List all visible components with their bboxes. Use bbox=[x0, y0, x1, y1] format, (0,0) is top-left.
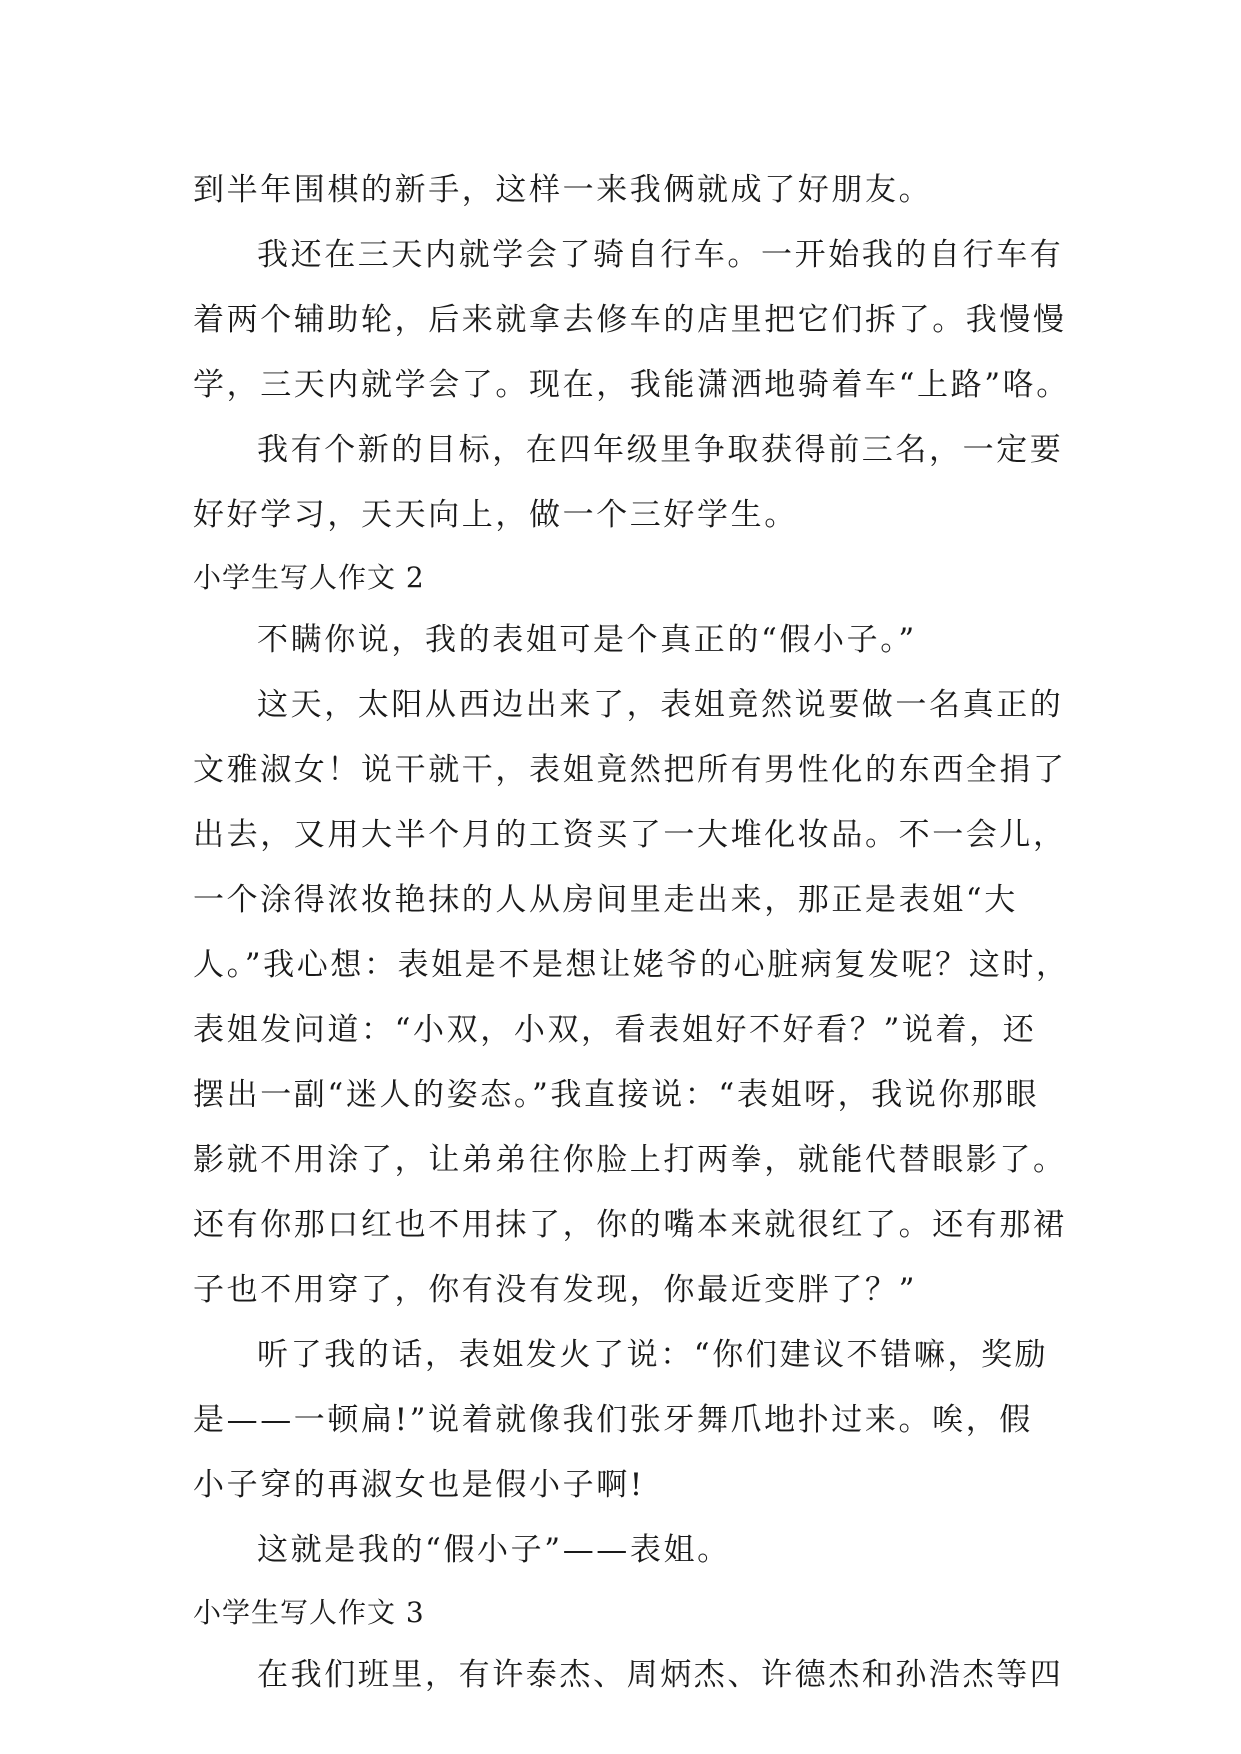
paragraph-start: 这天，太阳从西边出来了，表姐竟然说要做一名真正的 bbox=[257, 687, 1064, 723]
text-line: 到半年围棋的新手，这样一来我俩就成了好朋友。 bbox=[193, 172, 933, 208]
text-line: 学，三天内就学会了。现在，我能潇洒地骑着车“上路”咯。 bbox=[193, 367, 1070, 403]
text-line: 好好学习，天天向上，做一个三好学生。 bbox=[193, 497, 798, 533]
text-line: 是——一顿扁!”说着就像我们张牙舞爪地扑过来。唉，假 bbox=[193, 1402, 1033, 1438]
paragraph-start: 在我们班里，有许泰杰、周炳杰、许德杰和孙浩杰等四 bbox=[257, 1657, 1064, 1693]
paragraph-start: 不瞒你说，我的表姐可是个真正的“假小子。” bbox=[257, 622, 917, 658]
text-line: 出去，又用大半个月的工资买了一大堆化妆品。不一会儿， bbox=[193, 817, 1067, 853]
text-line: 一个涂得浓妆艳抹的人从房间里走出来，那正是表姐“大 bbox=[193, 882, 1018, 918]
paragraph-start: 我还在三天内就学会了骑自行车。一开始我的自行车有 bbox=[257, 237, 1064, 273]
essay-heading-3: 小学生写人作文 3 bbox=[193, 1596, 425, 1629]
text-line: 还有你那口红也不用抹了，你的嘴本来就很红了。还有那裙 bbox=[193, 1207, 1067, 1243]
text-line: 表姐发问道：“小双，小双，看表姐好不好看？”说着，还 bbox=[193, 1012, 1037, 1048]
text-line: 着两个辅助轮，后来就拿去修车的店里把它们拆了。我慢慢 bbox=[193, 302, 1067, 338]
paragraph-start: 听了我的话，表姐发火了说：“你们建议不错嘛，奖励 bbox=[257, 1337, 1049, 1373]
essay-heading-2: 小学生写人作文 2 bbox=[193, 561, 425, 594]
document-body bbox=[193, 158, 1073, 1708]
paragraph-start: 这就是我的“假小子”——表姐。 bbox=[257, 1532, 731, 1568]
text-line: 人。”我心想：表姐是不是想让姥爷的心脏病复发呢？这时， bbox=[193, 947, 1070, 983]
text-line: 摆出一副“迷人的姿态。”我直接说：“表姐呀，我说你那眼 bbox=[193, 1077, 1040, 1113]
text-line: 子也不用穿了，你有没有发现，你最近变胖了？” bbox=[193, 1272, 918, 1308]
paragraph-start: 我有个新的目标，在四年级里争取获得前三名，一定要 bbox=[257, 432, 1064, 468]
text-line: 小子穿的再淑女也是假小子啊! bbox=[193, 1467, 645, 1503]
text-line: 影就不用涂了，让弟弟往你脸上打两拳，就能代替眼影了。 bbox=[193, 1142, 1067, 1178]
text-line: 文雅淑女！说干就干，表姐竟然把所有男性化的东西全捐了 bbox=[193, 752, 1067, 788]
